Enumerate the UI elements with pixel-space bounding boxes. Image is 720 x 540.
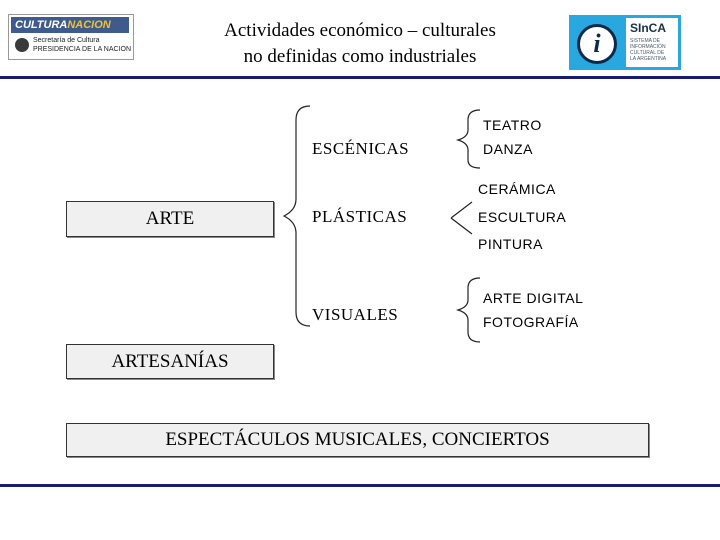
arte-label: ARTE xyxy=(145,208,195,229)
visuales-label: VISUALES xyxy=(312,305,399,324)
info-icon: i xyxy=(577,24,617,64)
espectaculos-label: ESPECTÁCULOS MUSICALES, CONCIERTOS xyxy=(165,429,550,450)
sinca-subtitle: SISTEMA DE INFORMACIÓN CULTURAL DE LA ARGENTINA xyxy=(630,38,667,62)
artesanias-box xyxy=(66,344,274,379)
item-arte-digital: ARTE DIGITAL xyxy=(483,290,584,306)
item-danza: DANZA xyxy=(483,141,533,157)
item-teatro: TEATRO xyxy=(483,117,542,133)
escenicas-label: ESCÉNICAS xyxy=(312,139,410,158)
main-brace xyxy=(284,106,310,326)
logo-subtitle-2: PRESIDENCIA DE LA NACION xyxy=(33,46,132,53)
title-line-2: no definidas como industriales xyxy=(243,46,477,67)
sinca-wordmark: SInCA xyxy=(630,21,666,35)
escenicas-brace xyxy=(458,110,480,168)
plasticas-label: PLÁSTICAS xyxy=(312,207,408,226)
item-escultura: ESCULTURA xyxy=(478,209,567,225)
item-pintura: PINTURA xyxy=(478,236,543,252)
plasticas-brace xyxy=(451,202,472,234)
item-ceramica: CERÁMICA xyxy=(478,181,556,197)
bottom-rule xyxy=(0,484,720,487)
visuales-brace xyxy=(458,278,480,342)
item-fotografia: FOTOGRAFÍA xyxy=(483,314,579,330)
arte-box xyxy=(66,201,274,237)
title-line-1: Actividades económico – culturales xyxy=(224,20,496,41)
espectaculos-box xyxy=(66,423,649,457)
cultura-nacion-wordmark: CULTURANACION xyxy=(11,17,129,33)
artesanias-label: ARTESANÍAS xyxy=(111,350,229,372)
logo-subtitle-1: Secretaría de Cultura xyxy=(33,37,100,44)
